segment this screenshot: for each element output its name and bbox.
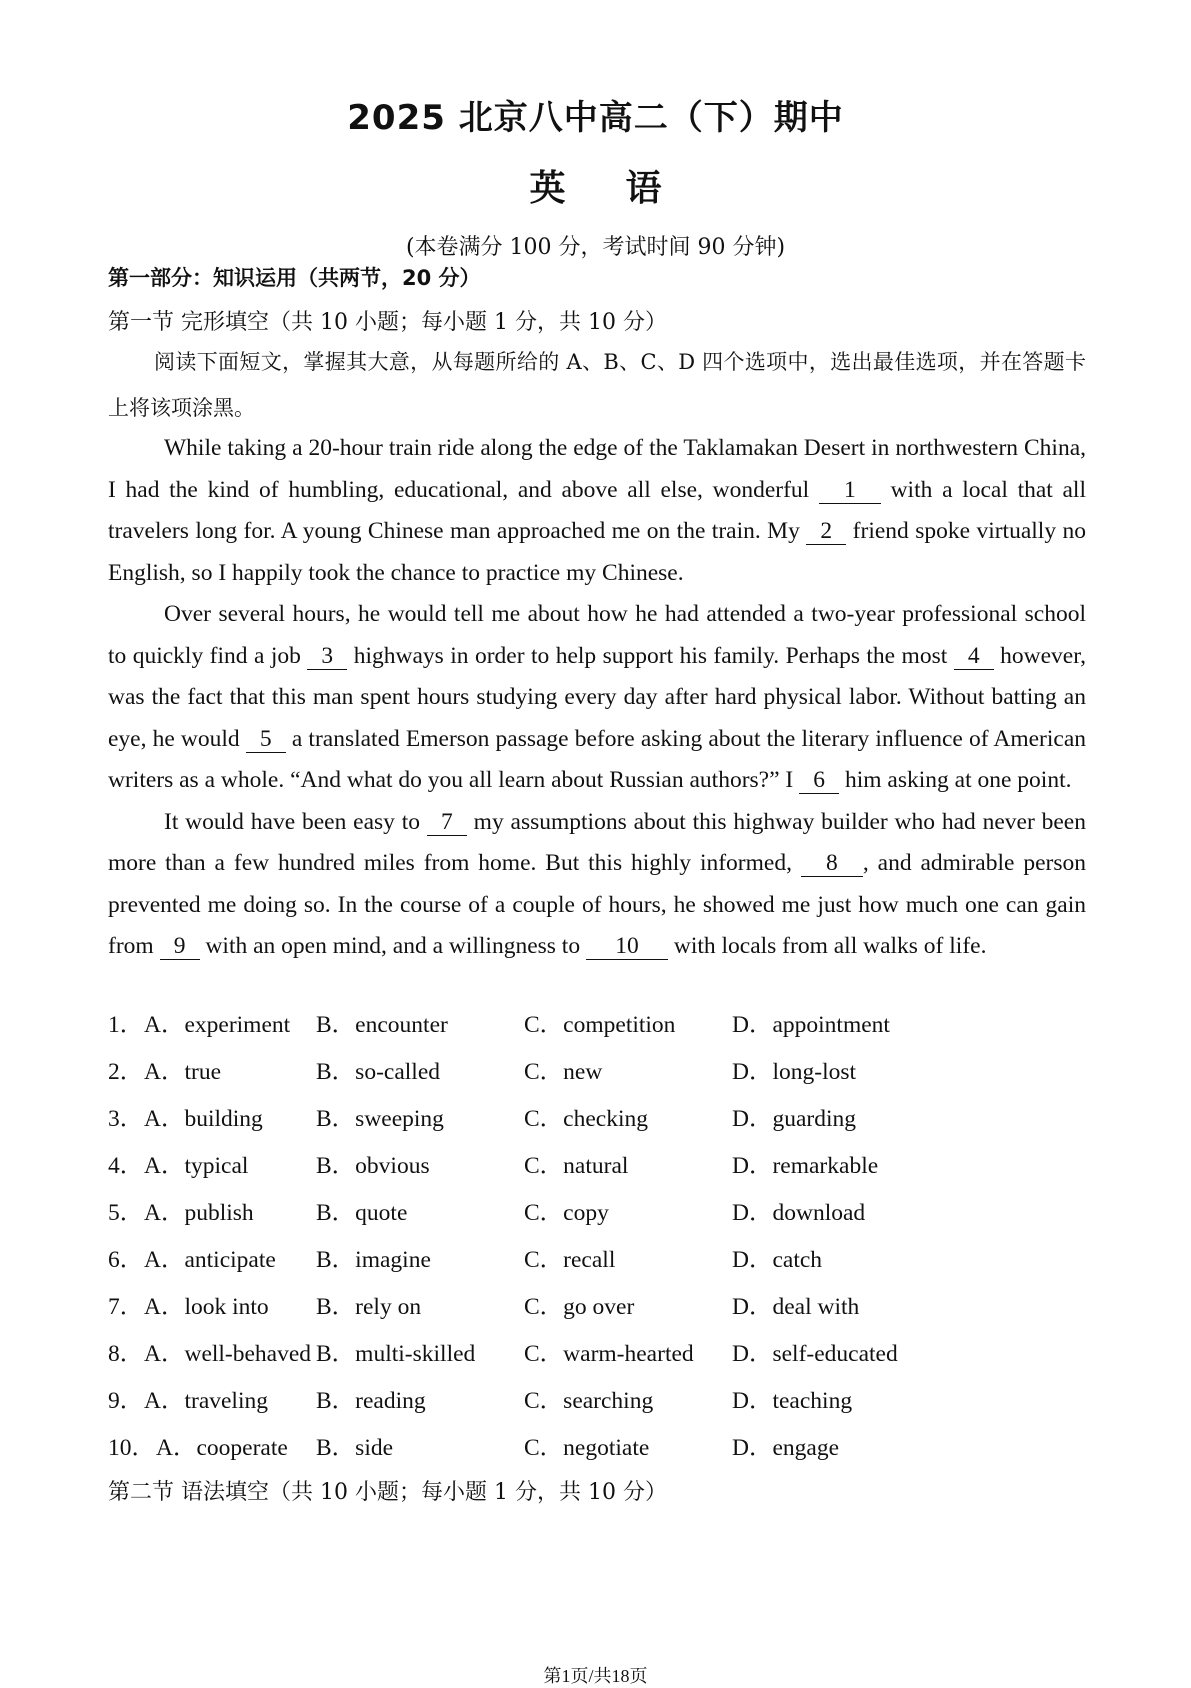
- p3-text-b: my assumptions about this highway builder who had never been more than a few hundred miles from home. But this highly informed,: [108, 808, 1086, 876]
- option-b[interactable]: B．imagine: [316, 1247, 431, 1273]
- p2-text-b: highways in order to help support his family. Perhaps the most: [347, 642, 954, 669]
- subject-title: 英语: [529, 168, 722, 209]
- option-b[interactable]: B．side: [316, 1435, 394, 1461]
- option-d[interactable]: D．remarkable: [732, 1153, 879, 1179]
- p3-text-d: with an open mind, and a willingness to: [199, 933, 586, 959]
- p1-text-b: with a local that all travelers long for. A young Chinese man approached me on the train. My: [108, 476, 1086, 544]
- option-a[interactable]: A．true: [144, 1059, 222, 1085]
- question-number: 6．: [108, 1247, 144, 1273]
- option-c[interactable]: C．checking: [524, 1106, 648, 1132]
- p2-text-c: however, was the fact that this man spent hours studying every day after hard physical labor. Without batting an eye, he would: [108, 642, 1087, 752]
- p3-text-a: It would have been easy to: [164, 808, 427, 835]
- blank-10: 10: [586, 933, 668, 960]
- question-number: 10．: [108, 1435, 155, 1461]
- p2-text-e: him asking at one point.: [839, 767, 1072, 793]
- blank-2: 2: [806, 518, 846, 545]
- option-c[interactable]: C．natural: [524, 1153, 629, 1179]
- p1-text-a: While taking a 20-hour train ride along the edge of the Taklamakan Desert in northwestern China, I had the kind of humbling, educational, and above all else, wonderful: [108, 435, 1086, 503]
- option-d[interactable]: D．deal with: [732, 1294, 860, 1320]
- option-a[interactable]: A．look into: [144, 1294, 269, 1320]
- question-number: 2．: [108, 1059, 144, 1085]
- option-c[interactable]: C．competition: [524, 1012, 676, 1038]
- question-number: 8．: [108, 1341, 144, 1367]
- paragraph-2: [108, 594, 1086, 802]
- option-d[interactable]: D．self-educated: [732, 1341, 898, 1367]
- paragraph-3: [108, 802, 1086, 968]
- instruction: [108, 339, 1086, 431]
- option-c[interactable]: C．negotiate: [524, 1435, 650, 1461]
- paragraph-1: [108, 428, 1086, 594]
- option-d[interactable]: D．long-lost: [732, 1059, 857, 1085]
- option-a[interactable]: A．experiment: [144, 1012, 291, 1038]
- section1-heading: 第一节 完形填空（共 10 小题；每小题 1 分，共 10 分）: [108, 310, 667, 335]
- option-b[interactable]: B．reading: [316, 1388, 426, 1414]
- option-a[interactable]: A．well-behaved: [144, 1341, 312, 1367]
- option-b[interactable]: B．quote: [316, 1200, 408, 1226]
- blank-5: 5: [246, 726, 286, 753]
- option-b[interactable]: B．obvious: [316, 1153, 430, 1179]
- option-b[interactable]: B．rely on: [316, 1294, 422, 1320]
- option-d[interactable]: D．appointment: [732, 1012, 890, 1038]
- part1-heading: 第一部分：知识运用（共两节，20 分）: [108, 266, 481, 290]
- page-footer: 第1页/共18页: [543, 1666, 648, 1686]
- p3-text-c: , and admirable person prevented me doing so. In the course of a couple of hours, he showed me just how much one can gain from: [108, 850, 1086, 959]
- option-a[interactable]: A．anticipate: [144, 1247, 276, 1273]
- option-a[interactable]: A．traveling: [144, 1388, 268, 1414]
- option-b[interactable]: B．encounter: [316, 1012, 448, 1038]
- option-d[interactable]: D．catch: [732, 1247, 823, 1273]
- option-a[interactable]: A．cooperate: [156, 1435, 288, 1461]
- blank-6: 6: [799, 767, 839, 794]
- cloze-passage: [108, 428, 1086, 968]
- option-a[interactable]: A．publish: [144, 1200, 254, 1226]
- option-c[interactable]: C．go over: [524, 1294, 635, 1320]
- option-d[interactable]: D．guarding: [732, 1106, 857, 1132]
- instruction-text: 阅读下面短文，掌握其大意，从每题所给的 A、B、C、D 四个选项中，选出最佳选项，并在答题卡上将该项涂黑。: [108, 350, 1086, 420]
- option-c[interactable]: C．copy: [524, 1200, 609, 1226]
- option-a[interactable]: A．typical: [144, 1153, 249, 1179]
- blank-3: 3: [307, 643, 347, 670]
- question-number: 9．: [108, 1388, 144, 1414]
- p1-text-c: friend spoke virtually no English, so I happily took the chance to practice my Chinese.: [108, 518, 1086, 586]
- section2-heading: 第二节 语法填空（共 10 小题；每小题 1 分，共 10 分）: [108, 1480, 667, 1505]
- option-c[interactable]: C．new: [524, 1059, 603, 1085]
- option-c[interactable]: C．recall: [524, 1247, 616, 1273]
- blank-9: 9: [160, 933, 200, 960]
- option-c[interactable]: C．searching: [524, 1388, 654, 1414]
- exam-title: 2025 北京八中高二（下）期中: [347, 98, 844, 138]
- blank-8: 8: [801, 850, 863, 877]
- option-d[interactable]: D．download: [732, 1200, 866, 1226]
- blank-1: 1: [819, 477, 881, 504]
- blank-4: 4: [954, 643, 994, 670]
- exam-note: (本卷满分 100 分，考试时间 90 分钟): [405, 235, 786, 260]
- option-c[interactable]: C．warm-hearted: [524, 1341, 694, 1367]
- blank-7: 7: [427, 809, 467, 836]
- option-a[interactable]: A．building: [144, 1106, 263, 1132]
- question-number: 3．: [108, 1106, 144, 1132]
- question-number: 5．: [108, 1200, 144, 1226]
- option-b[interactable]: B．so-called: [316, 1059, 440, 1085]
- p2-text-a: Over several hours, he would tell me about how he had attended a two-year professional school to quickly find a job: [108, 601, 1086, 669]
- option-b[interactable]: B．multi-skilled: [316, 1341, 476, 1367]
- p2-text-d: a translated Emerson passage before asking about the literary influence of American writers as a whole. “And what do you all learn about Russian authors?” I: [108, 725, 1086, 793]
- option-b[interactable]: B．sweeping: [316, 1106, 444, 1132]
- option-d[interactable]: D．teaching: [732, 1388, 853, 1414]
- option-d[interactable]: D．engage: [732, 1435, 840, 1461]
- question-number: 7．: [108, 1294, 144, 1320]
- question-number: 4．: [108, 1153, 144, 1179]
- question-number: 1．: [108, 1012, 144, 1038]
- p3-text-e: with locals from all walks of life.: [667, 933, 987, 959]
